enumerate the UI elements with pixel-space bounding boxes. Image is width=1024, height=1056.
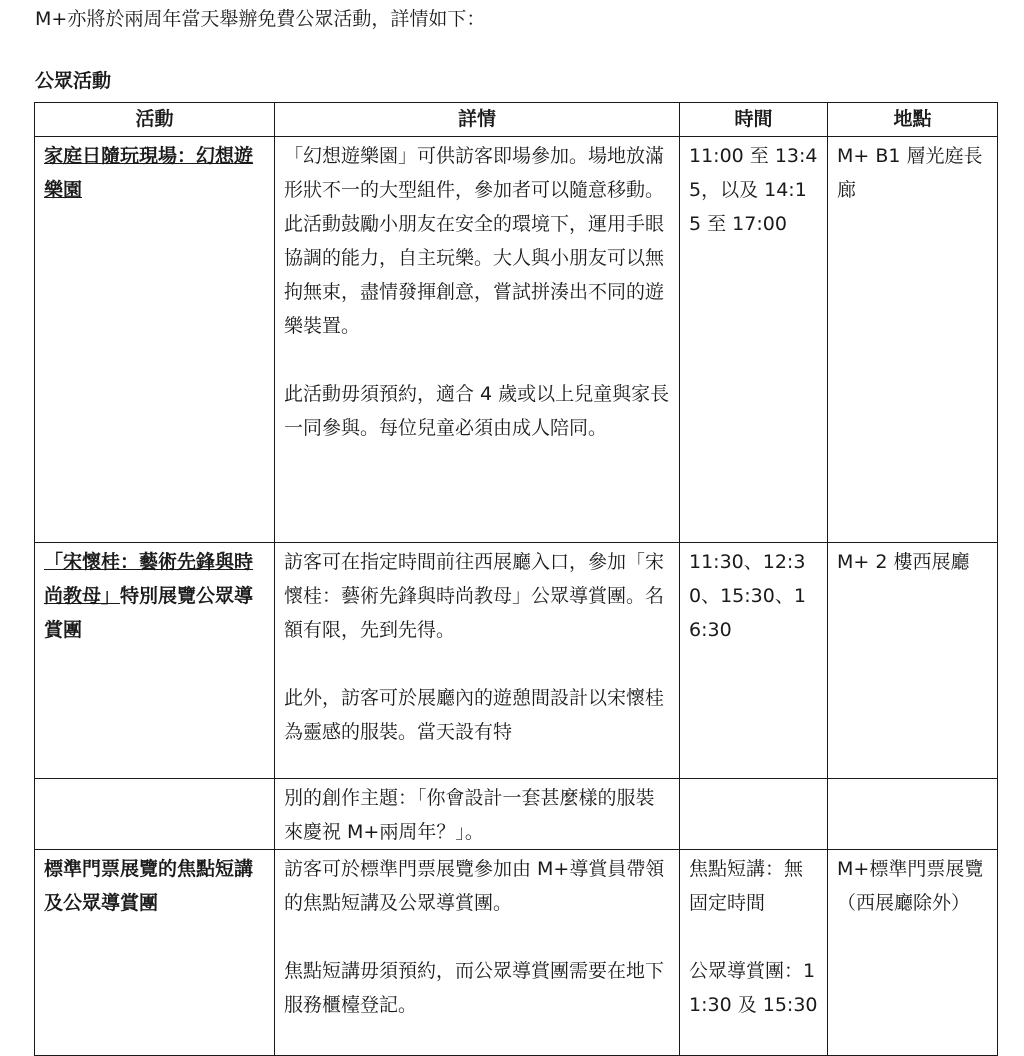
details-cell: [275, 850, 680, 1056]
details-cell: [275, 779, 680, 850]
details-cell: [275, 137, 680, 543]
location-cell: [828, 543, 998, 779]
location-text: M+ 2 樓西展廳: [837, 551, 970, 573]
location-cell: [828, 137, 998, 543]
location-cell: [828, 779, 998, 850]
time-text: 11:00 至 13:45，以及 14:15 至 17:00: [689, 145, 818, 235]
time-text-1: 焦點短講：無固定時間: [689, 858, 804, 914]
activity-name-underlined: 「宋懷桂：藝術先鋒與時尚教母」: [44, 551, 254, 607]
time-cell: [680, 850, 828, 1056]
section-title: 公眾活動: [35, 70, 112, 92]
header-time: 時間: [680, 103, 828, 137]
activity-cell: [35, 137, 275, 543]
activity-name-rest: 標準門票展覽的焦點短講及公眾導賞團: [44, 858, 254, 914]
table-header-row: [35, 103, 998, 137]
table-row: [35, 543, 998, 779]
activity-cell: [35, 779, 275, 850]
time-text: 11:30、12:30、15:30、16:30: [689, 551, 806, 641]
header-location: 地點: [828, 103, 998, 137]
header-details: 詳情: [275, 103, 680, 137]
details-paragraph-2: 此外，訪客可於展廳內的遊憩間設計以宋懷桂為靈感的服裝。當天設有特: [284, 687, 665, 743]
events-table: [34, 102, 998, 1056]
table-row: [35, 137, 998, 543]
activity-cell: [35, 850, 275, 1056]
location-text: M+標準門票展覽（西展廳除外）: [837, 858, 984, 914]
details-paragraph-2: 此活動毋須預約，適合 4 歲或以上兒童與家長一同參與。每位兒童必須由成人陪同。: [284, 383, 670, 439]
header-activity: 活動: [35, 103, 275, 137]
time-cell: [680, 779, 828, 850]
time-text-2: 公眾導賞團：11:30 及 15:30: [689, 960, 818, 1016]
details-cell: [275, 543, 680, 779]
location-text: M+ B1 層光庭長廊: [837, 145, 983, 201]
time-cell: [680, 137, 828, 543]
activity-cell: [35, 543, 275, 779]
time-cell: [680, 543, 828, 779]
location-cell: [828, 850, 998, 1056]
activity-name-rest: 特別展覽公眾導賞團: [44, 585, 254, 641]
details-paragraph-2: 焦點短講毋須預約，而公眾導賞團需要在地下服務櫃檯登記。: [284, 960, 665, 1016]
details-paragraph-1: 別的創作主題：「你會設計一套甚麼樣的服裝來慶祝 M+兩周年？」。: [284, 787, 655, 843]
table-row: [35, 779, 998, 850]
details-paragraph-1: 訪客可於標準門票展覽參加由 M+導賞員帶領的焦點短講及公眾導賞團。: [284, 858, 665, 914]
intro-text: M+亦將於兩周年當天舉辦免費公眾活動，詳情如下：: [35, 8, 486, 30]
table-row: [35, 850, 998, 1056]
activity-name-underlined: 家庭日隨玩現場：幻想遊樂園: [44, 145, 254, 201]
details-paragraph-1: 「幻想遊樂園」可供訪客即場參加。場地放滿形狀不一的大型組件，參加者可以隨意移動。此活動鼓勵小朋友在安全的環境下，運用手眼協調的能力，自主玩樂。大人與小朋友可以無拘無束，盡情發揮創意，嘗試拼湊出不同的遊樂裝置。: [284, 145, 665, 337]
details-paragraph-1: 訪客可在指定時間前往西展廳入口，參加「宋懷桂：藝術先鋒與時尚教母」公眾導賞團。名額有限，先到先得。: [284, 551, 665, 641]
